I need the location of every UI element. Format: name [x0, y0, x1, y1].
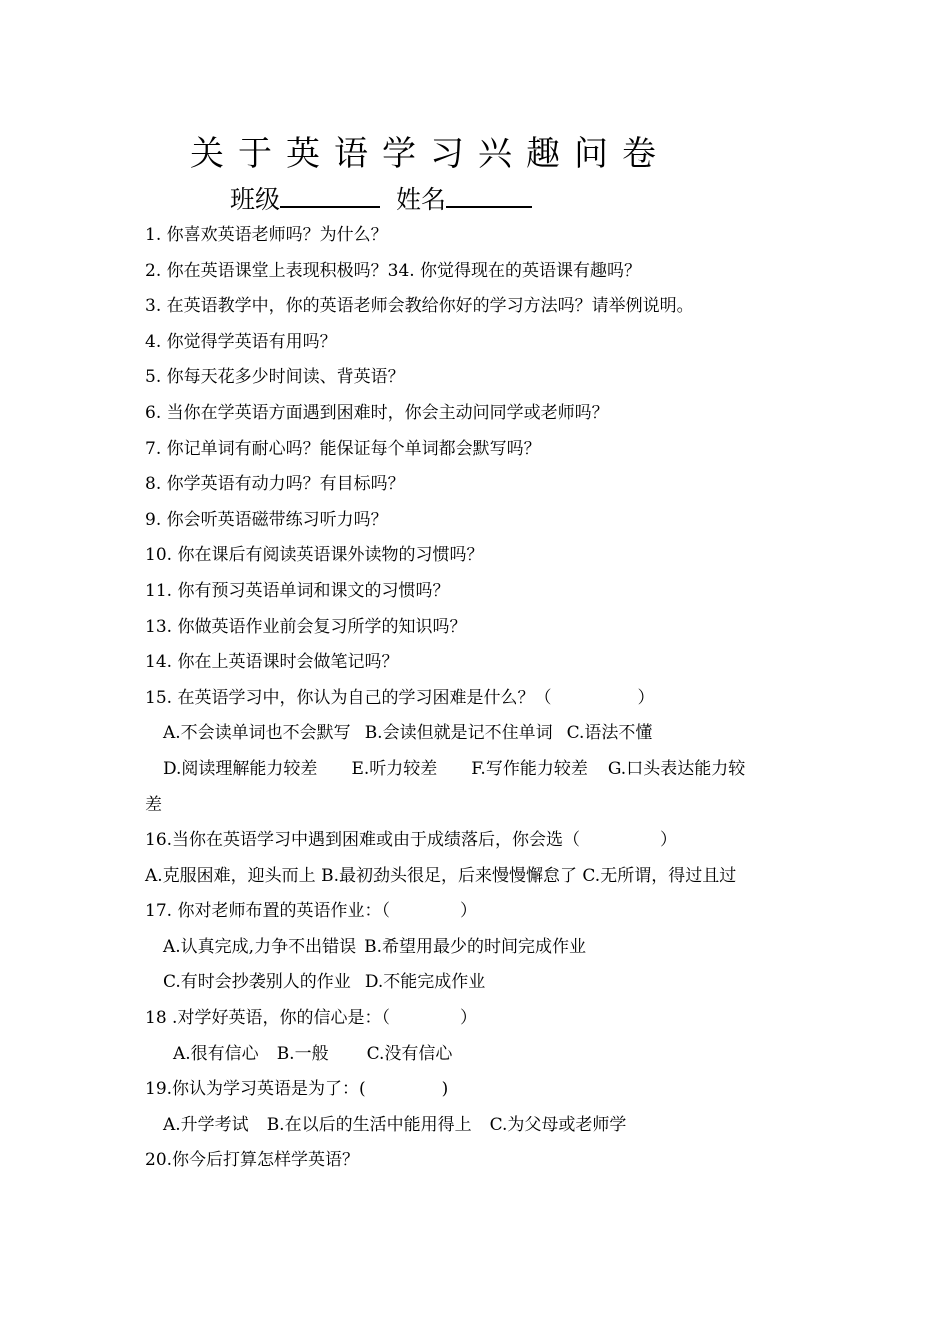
- option-15-d: D.阅读理解能力较差: [163, 758, 318, 779]
- question-5: 5. 你每天花多少时间读、背英语？: [145, 367, 405, 388]
- question-19: [145, 1072, 825, 1108]
- question-8: 8. 你学英语有动力吗？有目标吗？: [145, 474, 405, 495]
- question-20: 20.你今后打算怎样学英语？: [145, 1150, 360, 1171]
- option-17-c: C.有时会抄袭别人的作业: [163, 972, 351, 993]
- option-15-g-continued: 差: [145, 794, 162, 815]
- paren-close: ）: [660, 830, 678, 851]
- question-15-options-row1: [145, 716, 825, 752]
- option-15-f: F.写作能力较差: [471, 758, 588, 779]
- option-18-c: C.没有信心: [366, 1043, 453, 1064]
- question-1: 1. 你喜欢英语老师吗？为什么？: [145, 225, 388, 245]
- class-label: 班级: [230, 185, 281, 214]
- question-4: 4. 你觉得学英语有用吗？: [145, 331, 337, 352]
- question-14: 14. 你在上英语课时会做笔记吗？: [145, 652, 399, 673]
- question-18: [145, 1001, 825, 1037]
- question-18-options: [145, 1037, 825, 1073]
- paren-close: ）: [459, 1008, 477, 1029]
- question-10: 10. 你在课后有阅读英语课外读物的习惯吗？: [145, 545, 484, 566]
- option-17-a: A.认真完成,力争不出错误: [163, 936, 357, 957]
- class-blank[interactable]: [280, 182, 380, 208]
- option-19-c: C.为父母或老师学: [489, 1114, 627, 1135]
- question-16-options: A.克服困难，迎头而上 B.最初劲头很足，后来慢慢懈怠了 C.无所谓，得过且过: [145, 865, 737, 886]
- question-17-options-row2: [145, 965, 825, 1001]
- option-15-a: A.不会读单词也不会默写: [163, 723, 351, 744]
- question-7: 7. 你记单词有耐心吗？能保证每个单词都会默写吗？: [145, 438, 541, 459]
- name-label: 姓名: [396, 185, 447, 214]
- question-6: 6. 当你在学英语方面遇到困难时，你会主动问同学或老师吗？: [145, 402, 609, 423]
- question-15-options-row2: [145, 752, 825, 788]
- question-17-options-row1: [145, 930, 825, 966]
- question-15-text: 15. 在英语学习中，你认为自己的学习困难是什么？（: [145, 687, 552, 708]
- question-19-text: 19.你认为学习英语是为了：(: [145, 1079, 366, 1100]
- question-2: 2. 你在英语课堂上表现积极吗？34. 你觉得现在的英语课有趣吗？: [145, 260, 642, 281]
- option-15-c: C.语法不懂: [566, 723, 653, 744]
- question-15: [145, 681, 825, 717]
- question-list: [145, 218, 825, 1179]
- question-17: [145, 894, 825, 930]
- question-18-text: 18 .对学好英语，你的信心是：（: [145, 1008, 390, 1029]
- question-3: 3. 在英语教学中，你的英语老师会教给你好的学习方法吗？请举例说明。: [145, 296, 694, 317]
- question-17-text: 17. 你对老师布置的英语作业：（: [145, 901, 390, 922]
- name-blank[interactable]: [446, 182, 532, 208]
- option-19-b: B.在以后的生活中能用得上: [266, 1114, 472, 1135]
- question-11: 11. 你有预习英语单词和课文的习惯吗？: [145, 580, 450, 601]
- option-15-b: B.会读但就是记不住单词: [364, 723, 553, 744]
- class-name-header: [230, 180, 532, 216]
- paren-close: ): [441, 1079, 449, 1100]
- question-9: 9. 你会听英语磁带练习听力吗？: [145, 509, 388, 530]
- option-17-b: B.希望用最少的时间完成作业: [364, 936, 586, 957]
- question-19-options: [145, 1108, 825, 1144]
- option-15-e: E.听力较差: [351, 758, 438, 779]
- page-title: 关于英语学习兴趣问卷: [190, 134, 670, 174]
- option-18-b: B.一般: [276, 1043, 329, 1064]
- question-16-text: 16.当你在英语学习中遇到困难或由于成绩落后，你会选（: [145, 830, 581, 851]
- option-17-d: D.不能完成作业: [364, 972, 486, 993]
- option-19-a: A.升学考试: [163, 1114, 249, 1135]
- option-15-g: G.口头表达能力较: [607, 758, 746, 779]
- option-18-a: A.很有信心: [173, 1043, 259, 1064]
- paren-close: ）: [459, 901, 477, 922]
- question-13: 13. 你做英语作业前会复习所学的知识吗？: [145, 616, 467, 637]
- question-16: [145, 823, 825, 859]
- paren-close: ）: [637, 687, 655, 708]
